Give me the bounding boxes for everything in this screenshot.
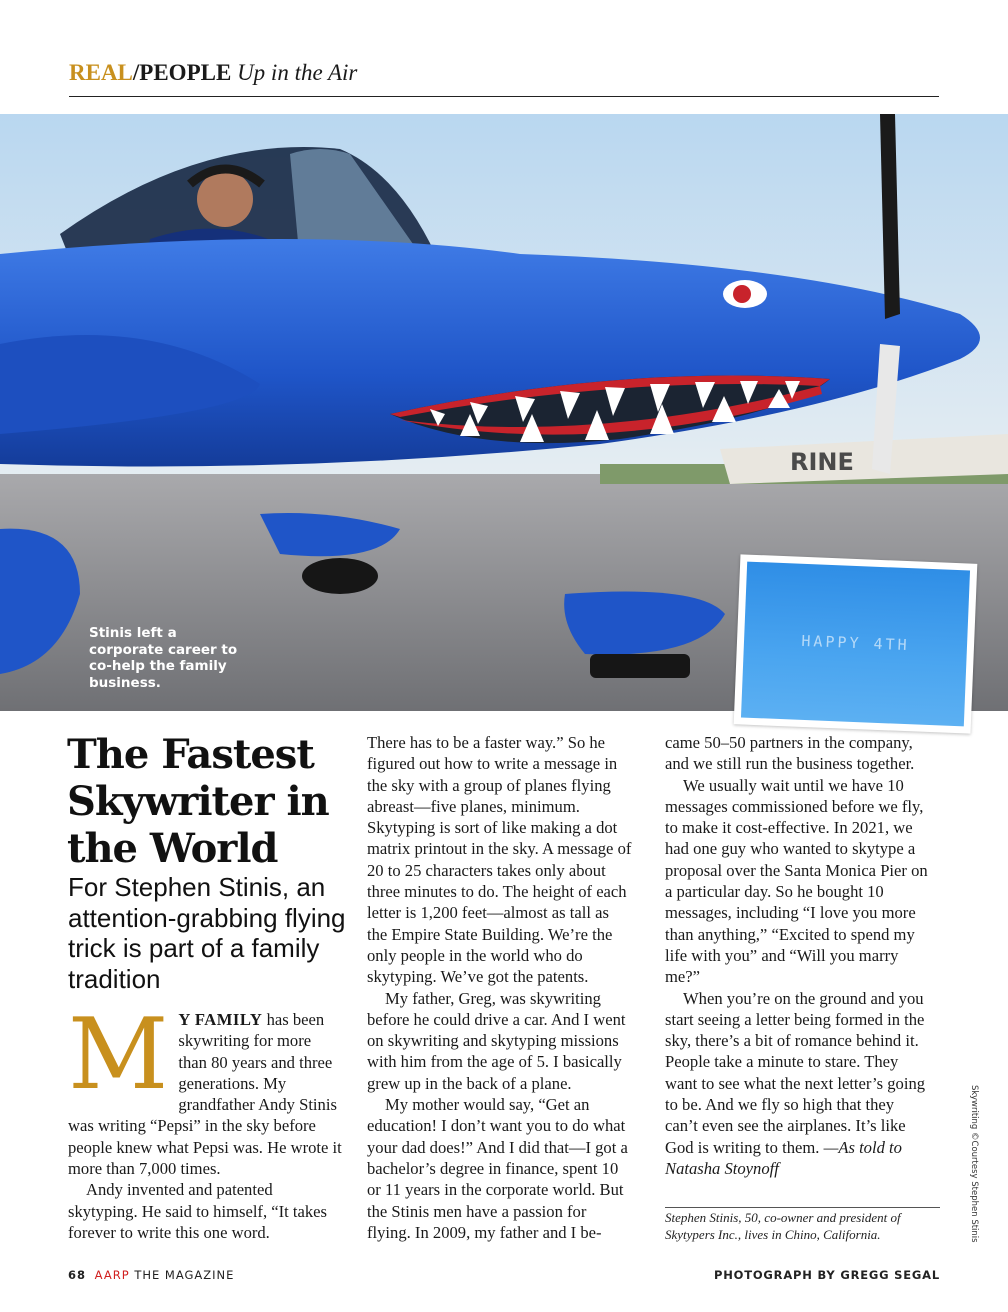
section-separator: / [132,60,140,85]
photo-credit: PHOTOGRAPH BY GREGG SEGAL [713,1268,940,1282]
section-header [69,58,939,97]
paragraph: There has to be a faster way.” So he figured out how to write a message in the sky with a group of planes flying abreast—five planes, minimum. Skytyping is sort of like making a dot matrix printout in the sky. A message of 20 to 25 characters takes only about three minutes to do. The height of each letter is 1,200 feet—almost as tall as the Empire State Building. We’re the only people in the world who do skytyping. We’ve got the patents. [367,733,632,987]
lead-in: Y FAMILY [178,1010,263,1029]
photo-caption: Stinis left a corporate career to co-help the family business. [89,625,238,691]
inset-skytyping-text: HAPPY 4TH [801,631,910,655]
center-wheel [302,558,378,594]
inset-photo [734,554,978,733]
brand-name: AARP [94,1268,130,1282]
page-number: 68 [68,1268,87,1282]
article-column-1 [68,998,343,1243]
background-plane-text: RINE [790,448,854,476]
author-bio: Stephen Stinis, 50, co-owner and president of Skytypers Inc., lives in Chino, California. [665,1207,940,1243]
paragraph: came 50–50 partners in the company, and we still run the business together. [665,733,915,774]
paragraph-text: When you’re on the ground and you start seeing a letter being formed in the sky, there’s a bit of romance behind it. People take a minute to stare. They want to see what the next letter’s going to be. And we fly so high that they can’t even see the airplanes. It’s like God is writing to them. [665,988,926,1157]
page-footer [68,1268,234,1282]
article-dek: For Stephen Stinis, an attention-grabbing flying trick is part of a family tradition [68,872,346,994]
subsection-label: PEOPLE [139,60,232,85]
pilot-head [197,171,253,227]
paragraph [68,998,343,1179]
article-column-3 [665,732,930,1179]
side-credit [966,1085,982,1245]
inset-sky [741,562,970,727]
drop-cap: M [68,998,169,1112]
paragraph-text: has been skywriting for more than 80 years and three generations. My grandfather Andy Stinis was writing “Pepsi” in the sky before people knew what Pepsi was. He wrote it more than 7,000 times. [68,1010,342,1179]
paragraph: Andy invented and patented skytyping. He said to himself, “It takes forever to write this one word. [68,1180,328,1242]
magazine-name: THE MAGAZINE [134,1268,235,1282]
sign-off: —As told to Natasha Stoynoff [665,1137,902,1178]
paragraph: My father, Greg, was skywriting before he could drive a car. And I went on skywriting and skytyping missions with him from the age of 5. I basically grew up in the back of a plane. [367,988,626,1093]
paragraph: We usually wait until we have 10 messages commissioned before we fly, to make it cost-effective. In 2021, we had one guy who wanted to skytype a proposal over the Santa Monica Pier on a particular day. So he bought 10 messages, including “I love you more than anything,” “Excited to spend my life with you” and “Will you marry me?” [665,775,928,987]
section-label: REAL [69,60,133,85]
side-credit-text: Skywriting ©Courtesy Stephen Stinis [969,1085,979,1243]
right-wheel [590,654,690,678]
paragraph [665,988,930,1180]
paragraph: My mother would say, “Get an education! I don’t want you to do what your dad does!” And I did that—I got a bachelor’s degree in finance, spent 10 or 11 years in the corporate world. But the Stinis men have a passion for flying. In 2009, my father and I be- [367,1095,628,1242]
article-title: The Fastest Skywriter in the World [67,731,329,872]
article-column-2 [367,732,632,1243]
section-tagline: Up in the Air [237,60,358,85]
shark-eye-pupil [733,285,751,303]
